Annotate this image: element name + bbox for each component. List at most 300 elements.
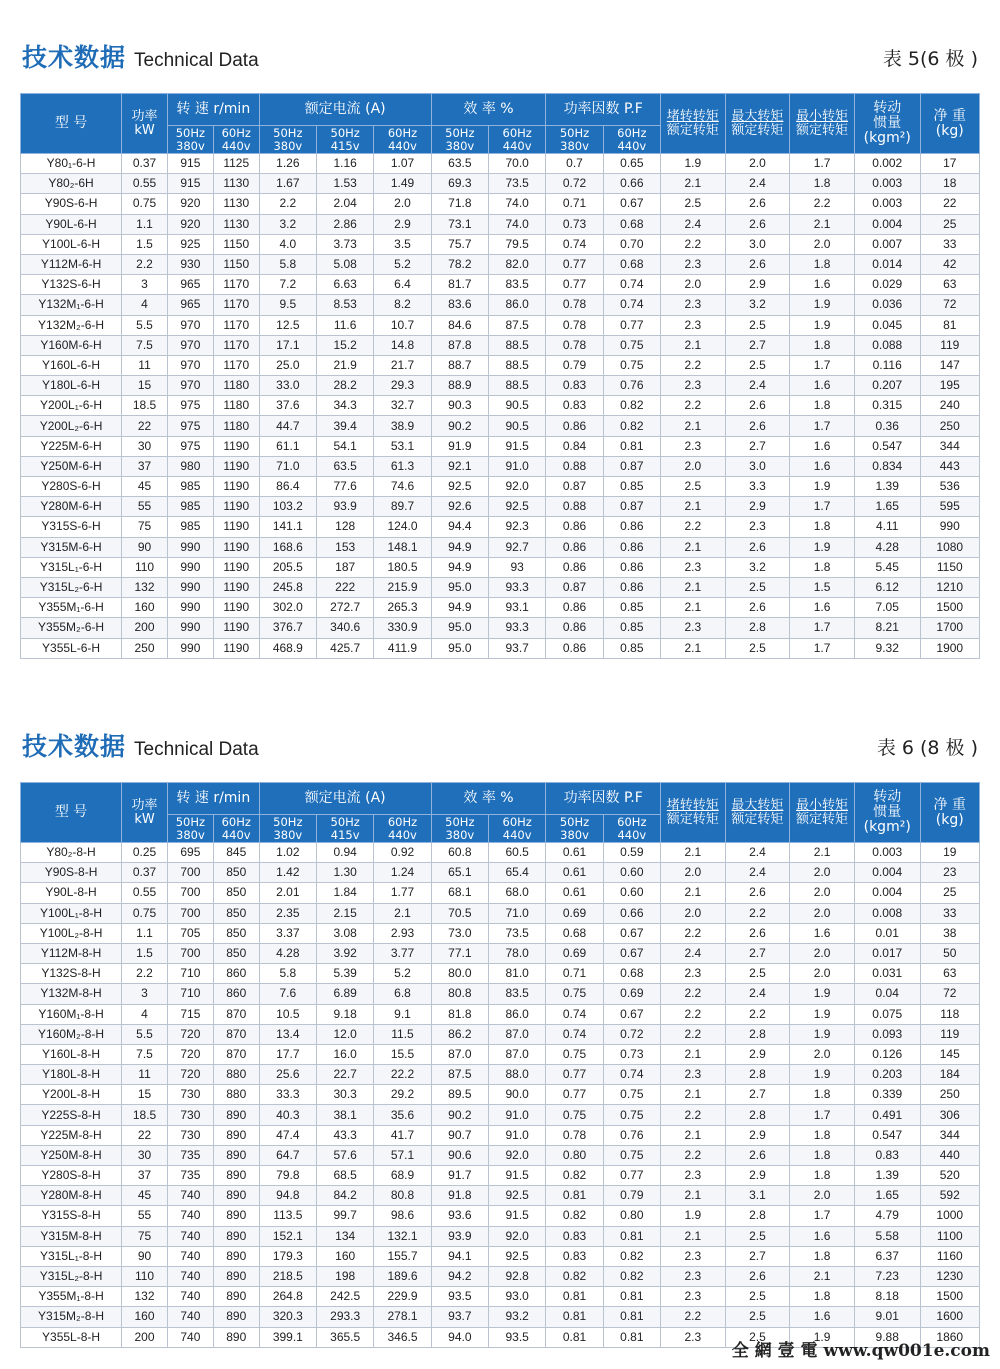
value-cell: 990 <box>167 577 213 597</box>
value-cell: 1.9 <box>661 1206 726 1226</box>
value-cell: 0.78 <box>546 1125 603 1145</box>
value-cell: 1190 <box>213 497 259 517</box>
value-cell: 189.6 <box>374 1266 431 1286</box>
value-cell: 2.4 <box>661 214 726 234</box>
model-cell: Y225M-8-H <box>21 1125 122 1145</box>
header-sub-1 <box>213 815 259 843</box>
value-cell: 0.008 <box>854 903 920 923</box>
value-cell: 33.0 <box>259 376 316 396</box>
value-cell: 970 <box>167 355 213 375</box>
header-sub-8 <box>603 815 660 843</box>
value-cell: 1.6 <box>790 1226 855 1246</box>
value-cell: 2.2 <box>122 254 168 274</box>
value-cell: 2.0 <box>790 903 855 923</box>
value-cell: 0.82 <box>546 1266 603 1286</box>
value-cell: 2.2 <box>661 1004 726 1024</box>
watermark: 全 網 壹 電 www.qw001e.com <box>731 1341 990 1361</box>
header-text: 60Hz <box>617 815 647 830</box>
value-cell: 90.2 <box>431 416 488 436</box>
value-cell: 0.75 <box>122 903 168 923</box>
value-cell: 90 <box>122 537 168 557</box>
header-text: 堵转转矩 <box>666 108 719 124</box>
value-cell: 0.81 <box>603 436 660 456</box>
table-row <box>21 903 980 923</box>
value-cell: 95.0 <box>431 618 488 638</box>
value-cell: 0.86 <box>546 517 603 537</box>
value-cell: 87.0 <box>489 1044 546 1064</box>
value-cell: 2.3 <box>661 964 726 984</box>
section2-title-cn: 技术数据 <box>22 732 127 761</box>
value-cell: 71.8 <box>431 194 488 214</box>
value-cell: 0.37 <box>122 154 168 174</box>
value-cell: 1190 <box>213 638 259 658</box>
value-cell: 91.5 <box>489 1166 546 1186</box>
value-cell: 0.61 <box>546 863 603 883</box>
value-cell: 2.0 <box>661 863 726 883</box>
value-cell: 1.7 <box>790 355 855 375</box>
value-cell: 2.7 <box>725 943 790 963</box>
value-cell: 64.7 <box>259 1145 316 1165</box>
value-cell: 0.79 <box>603 1186 660 1206</box>
model-cell: Y160M₂-8-H <box>21 1024 122 1044</box>
value-cell: 1.6 <box>790 275 855 295</box>
value-cell: 735 <box>167 1166 213 1186</box>
table-row <box>21 618 980 638</box>
value-cell: 43.3 <box>317 1125 374 1145</box>
value-cell: 93.5 <box>431 1287 488 1307</box>
value-cell: 80.8 <box>431 984 488 1004</box>
value-cell: 4.11 <box>854 517 920 537</box>
model-cell: Y355M₂-6-H <box>21 618 122 638</box>
value-cell: 1.7 <box>790 416 855 436</box>
value-cell: 87.0 <box>431 1044 488 1064</box>
value-cell: 2.2 <box>661 923 726 943</box>
value-cell: 1.7 <box>790 638 855 658</box>
value-cell: 1.9 <box>790 477 855 497</box>
value-cell: 22 <box>122 1125 168 1145</box>
model-cell: Y80₁-6-H <box>21 154 122 174</box>
value-cell: 25.0 <box>259 355 316 375</box>
value-cell: 2.5 <box>725 315 790 335</box>
value-cell: 278.1 <box>374 1307 431 1327</box>
value-cell: 222 <box>317 577 374 597</box>
value-cell: 0.01 <box>854 923 920 943</box>
value-cell: 2.3 <box>661 315 726 335</box>
model-cell: Y112M-6-H <box>21 254 122 274</box>
header-text: 50Hz <box>273 126 303 141</box>
value-cell: 5.8 <box>259 964 316 984</box>
value-cell: 915 <box>167 174 213 194</box>
model-cell: Y315L₂-8-H <box>21 1266 122 1286</box>
table-row <box>21 1145 980 1165</box>
value-cell: 740 <box>167 1226 213 1246</box>
value-cell: 90.5 <box>489 416 546 436</box>
value-cell: 730 <box>167 1085 213 1105</box>
value-cell: 124.0 <box>374 517 431 537</box>
value-cell: 5.58 <box>854 1226 920 1246</box>
value-cell: 2.3 <box>661 376 726 396</box>
value-cell: 1170 <box>213 275 259 295</box>
header-text: 额定转矩 <box>796 122 849 138</box>
table-row <box>21 557 980 577</box>
header-sub-2 <box>259 126 316 154</box>
value-cell: 77.6 <box>317 477 374 497</box>
value-cell: 2.2 <box>661 1145 726 1165</box>
value-cell: 1700 <box>920 618 979 638</box>
value-cell: 860 <box>213 964 259 984</box>
value-cell: 730 <box>167 1105 213 1125</box>
header-text: 额定转矩 <box>666 811 719 827</box>
value-cell: 700 <box>167 883 213 903</box>
table-row <box>21 1206 980 1226</box>
table-row <box>21 1004 980 1024</box>
value-cell: 81.8 <box>431 1004 488 1024</box>
value-cell: 2.2 <box>725 1004 790 1024</box>
value-cell: 3.73 <box>317 234 374 254</box>
value-cell: 2.0 <box>374 194 431 214</box>
table-row <box>21 883 980 903</box>
value-cell: 16.0 <box>317 1044 374 1064</box>
model-cell: Y315L₁-8-H <box>21 1246 122 1266</box>
value-cell: 0.004 <box>854 863 920 883</box>
value-cell: 91.5 <box>489 1206 546 1226</box>
value-cell: 1.6 <box>790 1307 855 1327</box>
value-cell: 2.1 <box>661 537 726 557</box>
value-cell: 6.89 <box>317 984 374 1004</box>
value-cell: 70.5 <box>431 903 488 923</box>
value-cell: 94.9 <box>431 557 488 577</box>
value-cell: 0.83 <box>546 376 603 396</box>
value-cell: 2.3 <box>725 517 790 537</box>
header-weight <box>920 783 979 843</box>
value-cell: 710 <box>167 964 213 984</box>
value-cell: 1170 <box>213 295 259 315</box>
value-cell: 5.45 <box>854 557 920 577</box>
value-cell: 8.53 <box>317 295 374 315</box>
value-cell: 0.77 <box>546 1085 603 1105</box>
value-cell: 73.5 <box>489 923 546 943</box>
value-cell: 0.81 <box>546 1307 603 1327</box>
value-cell: 740 <box>167 1307 213 1327</box>
value-cell: 0.82 <box>603 396 660 416</box>
value-cell: 25.6 <box>259 1065 316 1085</box>
value-cell: 0.59 <box>603 843 660 863</box>
value-cell: 1.02 <box>259 843 316 863</box>
value-cell: 1.6 <box>790 923 855 943</box>
value-cell: 245.8 <box>259 577 316 597</box>
value-cell: 0.72 <box>603 1024 660 1044</box>
header-text: 转动 <box>873 789 902 806</box>
table-row <box>21 477 980 497</box>
value-cell: 18.5 <box>122 1105 168 1125</box>
header-text: (kgm²) <box>863 818 911 835</box>
header-sub-0 <box>167 815 213 843</box>
value-cell: 2.4 <box>725 376 790 396</box>
value-cell: 92.6 <box>431 497 488 517</box>
value-cell: 187 <box>317 557 374 577</box>
value-cell: 710 <box>167 984 213 1004</box>
value-cell: 22 <box>920 194 979 214</box>
value-cell: 0.73 <box>546 214 603 234</box>
value-cell: 153 <box>317 537 374 557</box>
value-cell: 4.28 <box>854 537 920 557</box>
value-cell: 21.7 <box>374 355 431 375</box>
value-cell: 1150 <box>213 234 259 254</box>
table-row <box>21 843 980 863</box>
header-min-torque <box>790 783 855 843</box>
section2-title-en: Technical Data <box>134 739 259 760</box>
value-cell: 0.77 <box>603 1166 660 1186</box>
model-cell: Y80₂-6H <box>21 174 122 194</box>
model-cell: Y280S-8-H <box>21 1166 122 1186</box>
table-row <box>21 1186 980 1206</box>
model-cell: Y315M-6-H <box>21 537 122 557</box>
value-cell: 306 <box>920 1105 979 1125</box>
table-row <box>21 355 980 375</box>
header-power <box>122 94 168 154</box>
value-cell: 890 <box>213 1206 259 1226</box>
table-row <box>21 1287 980 1307</box>
value-cell: 0.75 <box>603 1085 660 1105</box>
value-cell: 2.8 <box>725 1024 790 1044</box>
model-cell: Y90S-8-H <box>21 863 122 883</box>
value-cell: 1.7 <box>790 1105 855 1125</box>
value-cell: 95.0 <box>431 577 488 597</box>
value-cell: 9.1 <box>374 1004 431 1024</box>
value-cell: 320.3 <box>259 1307 316 1327</box>
table-row <box>21 577 980 597</box>
value-cell: 1.16 <box>317 154 374 174</box>
value-cell: 0.029 <box>854 275 920 295</box>
header-model <box>21 783 122 843</box>
value-cell: 0.67 <box>603 923 660 943</box>
value-cell: 2.0 <box>661 456 726 476</box>
header-text: 50Hz <box>175 815 206 830</box>
value-cell: 0.203 <box>854 1065 920 1085</box>
value-cell: 30.3 <box>317 1085 374 1105</box>
table-row <box>21 1307 980 1327</box>
header-text: 50Hz <box>330 126 360 141</box>
value-cell: 1.9 <box>790 984 855 1004</box>
value-cell: 0.031 <box>854 964 920 984</box>
value-cell: 9.32 <box>854 638 920 658</box>
value-cell: 5.2 <box>374 254 431 274</box>
value-cell: 0.87 <box>603 497 660 517</box>
value-cell: 740 <box>167 1327 213 1347</box>
value-cell: 5.8 <box>259 254 316 274</box>
value-cell: 0.82 <box>546 1206 603 1226</box>
value-cell: 110 <box>122 1266 168 1286</box>
value-cell: 145 <box>920 1044 979 1064</box>
value-cell: 2.7 <box>725 1246 790 1266</box>
value-cell: 200 <box>122 1327 168 1347</box>
value-cell: 425.7 <box>317 638 374 658</box>
value-cell: 250 <box>920 416 979 436</box>
value-cell: 0.83 <box>546 1226 603 1246</box>
value-cell: 985 <box>167 477 213 497</box>
value-cell: 0.92 <box>374 843 431 863</box>
model-cell: Y280S-6-H <box>21 477 122 497</box>
value-cell: 2.6 <box>725 416 790 436</box>
header-text: 转 速 r/min <box>176 790 251 807</box>
value-cell: 1.9 <box>790 1065 855 1085</box>
value-cell: 0.80 <box>546 1145 603 1165</box>
value-cell: 0.007 <box>854 234 920 254</box>
value-cell: 0.82 <box>603 416 660 436</box>
value-cell: 2.4 <box>725 843 790 863</box>
value-cell: 38 <box>920 923 979 943</box>
value-cell: 90 <box>122 1246 168 1266</box>
value-cell: 3.0 <box>725 234 790 254</box>
value-cell: 1.8 <box>790 1287 855 1307</box>
value-cell: 720 <box>167 1065 213 1085</box>
value-cell: 8.18 <box>854 1287 920 1307</box>
value-cell: 1.67 <box>259 174 316 194</box>
value-cell: 2.6 <box>725 1266 790 1286</box>
header-text: 380v <box>176 827 205 842</box>
value-cell: 0.014 <box>854 254 920 274</box>
value-cell: 242.5 <box>317 1287 374 1307</box>
model-cell: Y132M-8-H <box>21 984 122 1004</box>
value-cell: 2.6 <box>725 396 790 416</box>
header-text: kW <box>134 122 155 138</box>
value-cell: 2.1 <box>661 883 726 903</box>
header-efficiency <box>431 94 546 126</box>
value-cell: 81.7 <box>431 275 488 295</box>
header-text: 50Hz <box>559 126 590 141</box>
value-cell: 3.37 <box>259 923 316 943</box>
model-cell: Y355L-6-H <box>21 638 122 658</box>
value-cell: 0.76 <box>603 376 660 396</box>
model-cell: Y225M-6-H <box>21 436 122 456</box>
value-cell: 2.0 <box>790 234 855 254</box>
value-cell: 0.74 <box>603 295 660 315</box>
value-cell: 72 <box>920 295 979 315</box>
value-cell: 63 <box>920 964 979 984</box>
value-cell: 5.5 <box>122 315 168 335</box>
header-locked-torque <box>661 783 726 843</box>
header-text: 50Hz <box>330 815 360 830</box>
header-text: (kg) <box>935 811 964 828</box>
value-cell: 99.7 <box>317 1206 374 1226</box>
value-cell: 195 <box>920 376 979 396</box>
value-cell: 92.1 <box>431 456 488 476</box>
value-cell: 1.5 <box>122 234 168 254</box>
value-cell: 1500 <box>920 1287 979 1307</box>
table-row <box>21 638 980 658</box>
value-cell: 0.61 <box>546 883 603 903</box>
model-cell: Y132S-8-H <box>21 964 122 984</box>
value-cell: 93.0 <box>489 1287 546 1307</box>
table-row <box>21 1266 980 1286</box>
value-cell: 920 <box>167 194 213 214</box>
value-cell: 218.5 <box>259 1266 316 1286</box>
value-cell: 88.7 <box>431 355 488 375</box>
value-cell: 2.3 <box>661 557 726 577</box>
value-cell: 890 <box>213 1145 259 1165</box>
value-cell: 990 <box>920 517 979 537</box>
value-cell: 1.9 <box>790 1024 855 1044</box>
header-text: 380v <box>176 138 205 153</box>
value-cell: 2.1 <box>374 903 431 923</box>
value-cell: 3.2 <box>259 214 316 234</box>
value-cell: 705 <box>167 923 213 943</box>
value-cell: 2.2 <box>661 396 726 416</box>
value-cell: 890 <box>213 1287 259 1307</box>
value-cell: 0.85 <box>603 477 660 497</box>
model-cell: Y225S-8-H <box>21 1105 122 1125</box>
value-cell: 1.8 <box>790 557 855 577</box>
value-cell: 2.3 <box>661 1287 726 1307</box>
value-cell: 148.1 <box>374 537 431 557</box>
header-text: 380v <box>273 827 303 842</box>
value-cell: 6.12 <box>854 577 920 597</box>
value-cell: 2.8 <box>725 1065 790 1085</box>
value-cell: 7.23 <box>854 1266 920 1286</box>
value-cell: 113.5 <box>259 1206 316 1226</box>
value-cell: 2.2 <box>661 984 726 1004</box>
value-cell: 73.1 <box>431 214 488 234</box>
value-cell: 0.002 <box>854 154 920 174</box>
value-cell: 205.5 <box>259 557 316 577</box>
header-sub-8 <box>603 126 660 154</box>
value-cell: 7.5 <box>122 1044 168 1064</box>
value-cell: 4.79 <box>854 1206 920 1226</box>
model-cell: Y90L-8-H <box>21 883 122 903</box>
value-cell: 7.6 <box>259 984 316 1004</box>
value-cell: 1190 <box>213 618 259 638</box>
value-cell: 1180 <box>213 396 259 416</box>
spec-table-8pole <box>20 782 980 1348</box>
value-cell: 1.49 <box>374 174 431 194</box>
model-cell: Y160M-6-H <box>21 335 122 355</box>
table-row <box>21 1226 980 1246</box>
value-cell: 61.3 <box>374 456 431 476</box>
value-cell: 735 <box>167 1145 213 1165</box>
value-cell: 2.1 <box>661 1125 726 1145</box>
value-cell: 1170 <box>213 315 259 335</box>
value-cell: 6.37 <box>854 1246 920 1266</box>
value-cell: 0.37 <box>122 863 168 883</box>
value-cell: 2.9 <box>725 1125 790 1145</box>
value-cell: 68.5 <box>317 1166 374 1186</box>
value-cell: 1190 <box>213 557 259 577</box>
value-cell: 168.6 <box>259 537 316 557</box>
value-cell: 4 <box>122 295 168 315</box>
value-cell: 93.3 <box>489 618 546 638</box>
value-cell: 103.2 <box>259 497 316 517</box>
header-text: 60Hz <box>387 126 418 141</box>
value-cell: 0.75 <box>603 335 660 355</box>
value-cell: 0.81 <box>546 1287 603 1307</box>
value-cell: 890 <box>213 1186 259 1206</box>
value-cell: 850 <box>213 863 259 883</box>
value-cell: 41.7 <box>374 1125 431 1145</box>
value-cell: 990 <box>167 598 213 618</box>
value-cell: 0.77 <box>546 275 603 295</box>
value-cell: 93.3 <box>489 577 546 597</box>
value-cell: 985 <box>167 497 213 517</box>
value-cell: 2.5 <box>725 964 790 984</box>
value-cell: 60.5 <box>489 843 546 863</box>
value-cell: 18 <box>920 174 979 194</box>
value-cell: 2.04 <box>317 194 374 214</box>
value-cell: 990 <box>167 537 213 557</box>
value-cell: 54.1 <box>317 436 374 456</box>
header-text: 60Hz <box>502 126 532 141</box>
model-cell: Y280M-8-H <box>21 1186 122 1206</box>
value-cell: 74.0 <box>489 194 546 214</box>
